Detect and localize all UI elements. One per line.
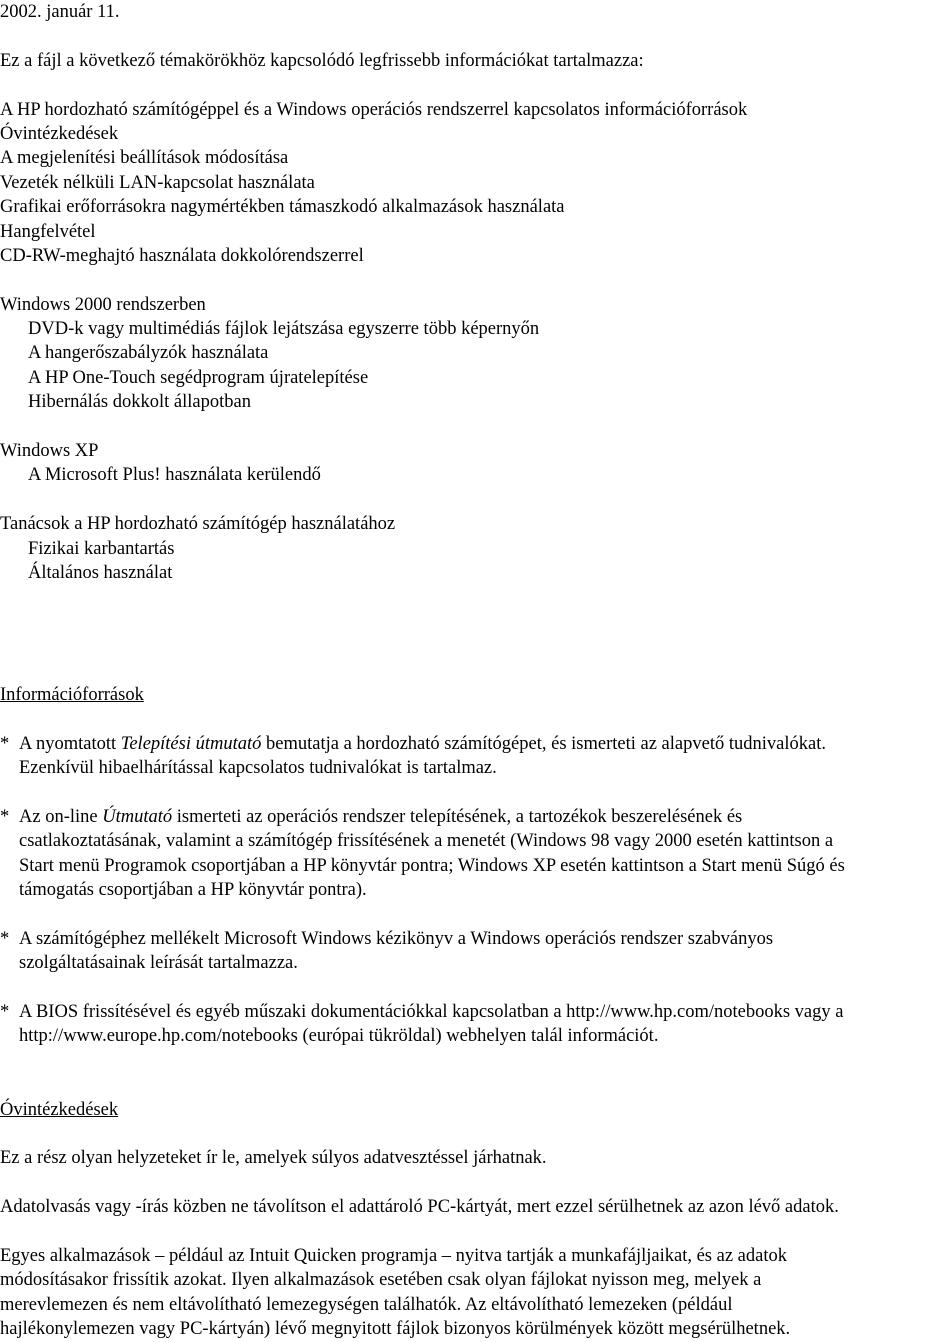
- toc-item-audio-recording[interactable]: Hangfelvétel: [0, 221, 96, 242]
- paragraph-line: merevlemezen és nem eltávolítható lemezegységen találhatók. Az eltávolítható lemezeken (például: [0, 1294, 733, 1315]
- bullet-mark: *: [0, 806, 10, 827]
- toc-item-display-settings[interactable]: A megjelenítési beállítások módosítása: [0, 148, 289, 169]
- bullet-line: A számítógéphez mellékelt Microsoft Windows kézikönyv a Windows operációs rendszer szabványos: [19, 928, 774, 949]
- info-bullet-setup-guide: [0, 732, 952, 781]
- bullet-text: Az on-line: [19, 806, 103, 827]
- bullet-line: [19, 1000, 952, 1024]
- toc-win2000-group: [0, 293, 952, 415]
- toc-item-hibernation-docked[interactable]: Hibernálás dokkolt állapotban: [28, 392, 251, 413]
- toc-tips-title: Tanácsok a HP hordozható számítógép használatához: [0, 514, 396, 535]
- bullet-text: vagy a: [790, 1002, 844, 1023]
- precautions-heading: Óvintézkedések: [0, 1099, 119, 1120]
- bullet-mark: *: [0, 928, 10, 949]
- bullet-text: (európai tükröldal) webhelyen talál információt.: [297, 1026, 659, 1047]
- toc-tips-group: [0, 512, 952, 585]
- toc-winxp-title: Windows XP: [0, 441, 99, 462]
- bullet-line: támogatás csoportjában a HP könyvtár pontra).: [19, 880, 367, 901]
- online-guide-title: Útmutató: [102, 806, 173, 827]
- bullet-mark: *: [0, 733, 10, 754]
- document-intro: Ez a fájl a következő témakörökhöz kapcsolódó legfrissebb információkat tartalmazza:: [0, 50, 644, 71]
- document-date: 2002. január 11.: [0, 2, 120, 22]
- bullet-text: A nyomtatott: [19, 733, 121, 754]
- bullet-text: A BIOS frissítésével és egyéb műszaki dokumentációkkal kapcsolatban a: [19, 1002, 567, 1023]
- toc-item-volume-controls[interactable]: A hangerőszabályzók használata: [28, 343, 269, 364]
- bullet-line: [19, 805, 952, 829]
- bullet-line: [19, 1024, 952, 1048]
- toc-item-general-use[interactable]: Általános használat: [28, 562, 173, 583]
- bullet-line: Ezenkívül hibaelhárítással kapcsolatos tudnivalókat is tartalmaz.: [19, 758, 497, 779]
- toc-item-one-touch[interactable]: A HP One-Touch segédprogram újratelepítése: [28, 367, 369, 388]
- hp-notebooks-link[interactable]: http://www.hp.com/notebooks: [566, 1002, 791, 1023]
- bullet-text: bemutatja a hordozható számítógépet, és ismerteti az alapvető tudnivalókat.: [261, 733, 826, 754]
- toc-winxp-group: [0, 439, 952, 488]
- hp-europe-notebooks-link[interactable]: http://www.europe.hp.com/notebooks: [19, 1026, 298, 1047]
- toc-general-list: [0, 98, 952, 269]
- info-sources-heading: Információforrások: [0, 684, 144, 705]
- toc-item-dvd-multi-display[interactable]: DVD-k vagy multimédiás fájlok lejátszása egyszerre több képernyőn: [28, 319, 540, 340]
- toc-win2000-title: Windows 2000 rendszerben: [0, 294, 206, 315]
- info-bullet-online-guide: [0, 805, 952, 903]
- bullet-text: ismerteti az operációs rendszer telepítésének, a tartozékok beszerelésének és: [172, 806, 743, 827]
- info-bullet-bios-web: [0, 1000, 952, 1049]
- paragraph-line: hajlékonylemezen vagy PC-kártyán) lévő megnyitott fájlok bizonyos körülmények között megsérülhetnek.: [0, 1319, 791, 1340]
- toc-item-physical-care[interactable]: Fizikai karbantartás: [28, 538, 175, 559]
- bullet-line: Start menü Programok csoportjában a HP könyvtár pontra; Windows XP esetén kattintson a Start menü Súgó és: [19, 855, 845, 876]
- precautions-paragraph-1: Ez a rész olyan helyzeteket ír le, amelyek súlyos adatvesztéssel járhatnak.: [0, 1148, 547, 1169]
- bullet-line: [19, 732, 952, 756]
- toc-item-precautions[interactable]: Óvintézkedések: [0, 123, 119, 144]
- bullet-line: szolgáltatásainak leírását tartalmazza.: [19, 953, 298, 974]
- paragraph-line: módosításakor frissítik azokat. Ilyen alkalmazások esetében csak olyan fájlokat nyisson meg, melyek a: [0, 1270, 762, 1291]
- toc-item-microsoft-plus[interactable]: A Microsoft Plus! használata kerülendő: [28, 465, 321, 486]
- bullet-line: csatlakoztatásának, valamint a számítógép frissítésének a menetét (Windows 98 vagy 2000 esetén kattintson a: [19, 831, 834, 852]
- paragraph-line: Egyes alkalmazások – például az Intuit Quicken programja – nyitva tartják a munkafájljaikat, és az adatok: [0, 1245, 787, 1266]
- toc-item-cdrw-docking[interactable]: CD-RW-meghajtó használata dokkolórendszerrel: [0, 245, 364, 266]
- setup-guide-title: Telepítési útmutató: [120, 733, 262, 754]
- precautions-paragraph-2: Adatolvasás vagy -írás közben ne távolítson el adattároló PC-kártyát, mert ezzel sérülhetnek az azon lévő adatok.: [0, 1197, 839, 1218]
- toc-item-info-sources[interactable]: A HP hordozható számítógéppel és a Windows operációs rendszerrel kapcsolatos információforrások: [0, 99, 748, 120]
- precautions-paragraph-3: [0, 1244, 952, 1342]
- toc-item-graphics-apps[interactable]: Grafikai erőforrásokra nagymértékben támaszkodó alkalmazások használata: [0, 197, 565, 218]
- bullet-mark: *: [0, 1002, 10, 1023]
- toc-item-wireless-lan[interactable]: Vezeték nélküli LAN-kapcsolat használata: [0, 172, 315, 193]
- info-bullet-windows-manual: [0, 927, 952, 976]
